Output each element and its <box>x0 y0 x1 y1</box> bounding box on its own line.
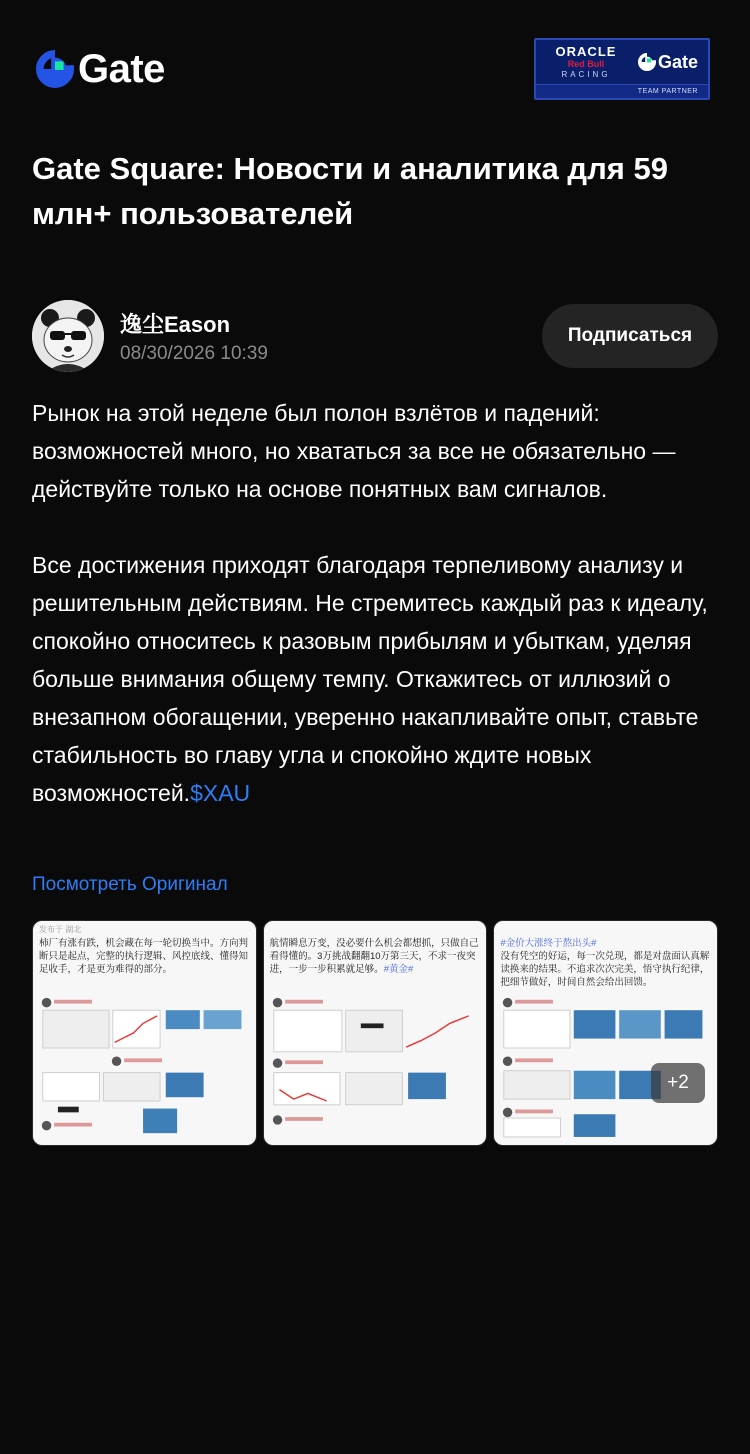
thumbnail-caption <box>264 933 487 991</box>
ticker-link-xau[interactable]: $XAU <box>190 780 251 806</box>
post-paragraph-2-text: Все достижения приходят благодаря терпеливому анализу и решительным действиям. Не стремитесь каждый раз к идеалу, спокойно относитесь к разовым прибылям и убыткам, уделяя больше внимания общему темпу. Откажитесь от иллюзий о внезапном обогащении, уверенно накапливайте опыт, ставьте стабильность во главу угла и спокойно ждите новых возможностей. <box>32 552 708 806</box>
thumbnail-hashtag: #金价大涨终于熬出头# <box>500 938 597 949</box>
screenshot-collage-icon <box>264 991 486 1141</box>
follow-button[interactable]: Подписаться <box>542 304 718 368</box>
post-body <box>32 394 722 850</box>
thumbnail-header <box>264 921 487 933</box>
author-name[interactable]: 逸尘Eason <box>120 312 231 337</box>
avatar[interactable] <box>32 300 104 372</box>
oracle-label: ORACLE <box>555 43 617 59</box>
thumbnail-caption <box>33 933 256 991</box>
gate-logo[interactable] <box>36 47 165 91</box>
gate-logo-text: Gate <box>78 47 165 91</box>
team-partner-badge <box>534 38 710 100</box>
team-partner-label: TEAM PARTNER <box>536 84 708 98</box>
image-thumbnail-3[interactable] <box>493 920 718 1146</box>
thumbnail-caption-text: 柿厂有涨有跌，机会藏在每一轮切换当中。方向判断只是起点，完整的执行逻辑、风控底线、懂得知足收手，才是更为难得的部分。 <box>39 938 249 975</box>
gate-mini-logo-icon <box>638 53 656 71</box>
gate-logo-icon <box>36 50 74 88</box>
red-bull-label: Red Bull <box>567 58 605 69</box>
image-thumbnail-2[interactable] <box>263 920 488 1146</box>
post-paragraph-2 <box>32 546 722 812</box>
panda-avatar-icon <box>32 300 104 372</box>
thumbnail-header: 发布于 湖北 <box>39 925 82 934</box>
partner-gate-label: Gate <box>658 51 699 72</box>
post-paragraph-1: Рынок на этой неделе был полон взлётов и падений: возможностей много, но хвататься за все не обязательно — действуйте только на основе понятных вам сигналов. <box>32 400 676 502</box>
view-original-link[interactable]: Посмотреть Оригинал <box>32 874 228 895</box>
thumbnail-header <box>494 921 717 933</box>
thumbnail-caption <box>494 933 717 991</box>
thumbnail-hashtag: #黄金# <box>383 964 414 975</box>
thumbnail-caption-text: 航情瞬息万变，没必要什么机会都想抓，只做自己看得懂的。3万挑战翻翻10万第三天，不求一夜突进，一步一步积累就足够。 <box>269 938 479 975</box>
thumbnail-caption-text: 没有凭空的好运，每一次兑现，都是对盘面认真解读换来的结果。不追求次次完美，悟守执行纪律，把细节做好，时间自然会给出回馈。 <box>500 951 710 988</box>
more-images-badge[interactable]: +2 <box>651 1063 705 1103</box>
racing-label: RACING <box>561 69 611 79</box>
post-timestamp: 08/30/2026 10:39 <box>120 343 268 364</box>
image-gallery <box>32 920 718 1146</box>
screenshot-collage-icon <box>33 991 255 1141</box>
image-thumbnail-1[interactable] <box>32 920 257 1146</box>
page-title: Gate Square: Новости и аналитика для 59 млн+ пользователей <box>32 151 668 231</box>
